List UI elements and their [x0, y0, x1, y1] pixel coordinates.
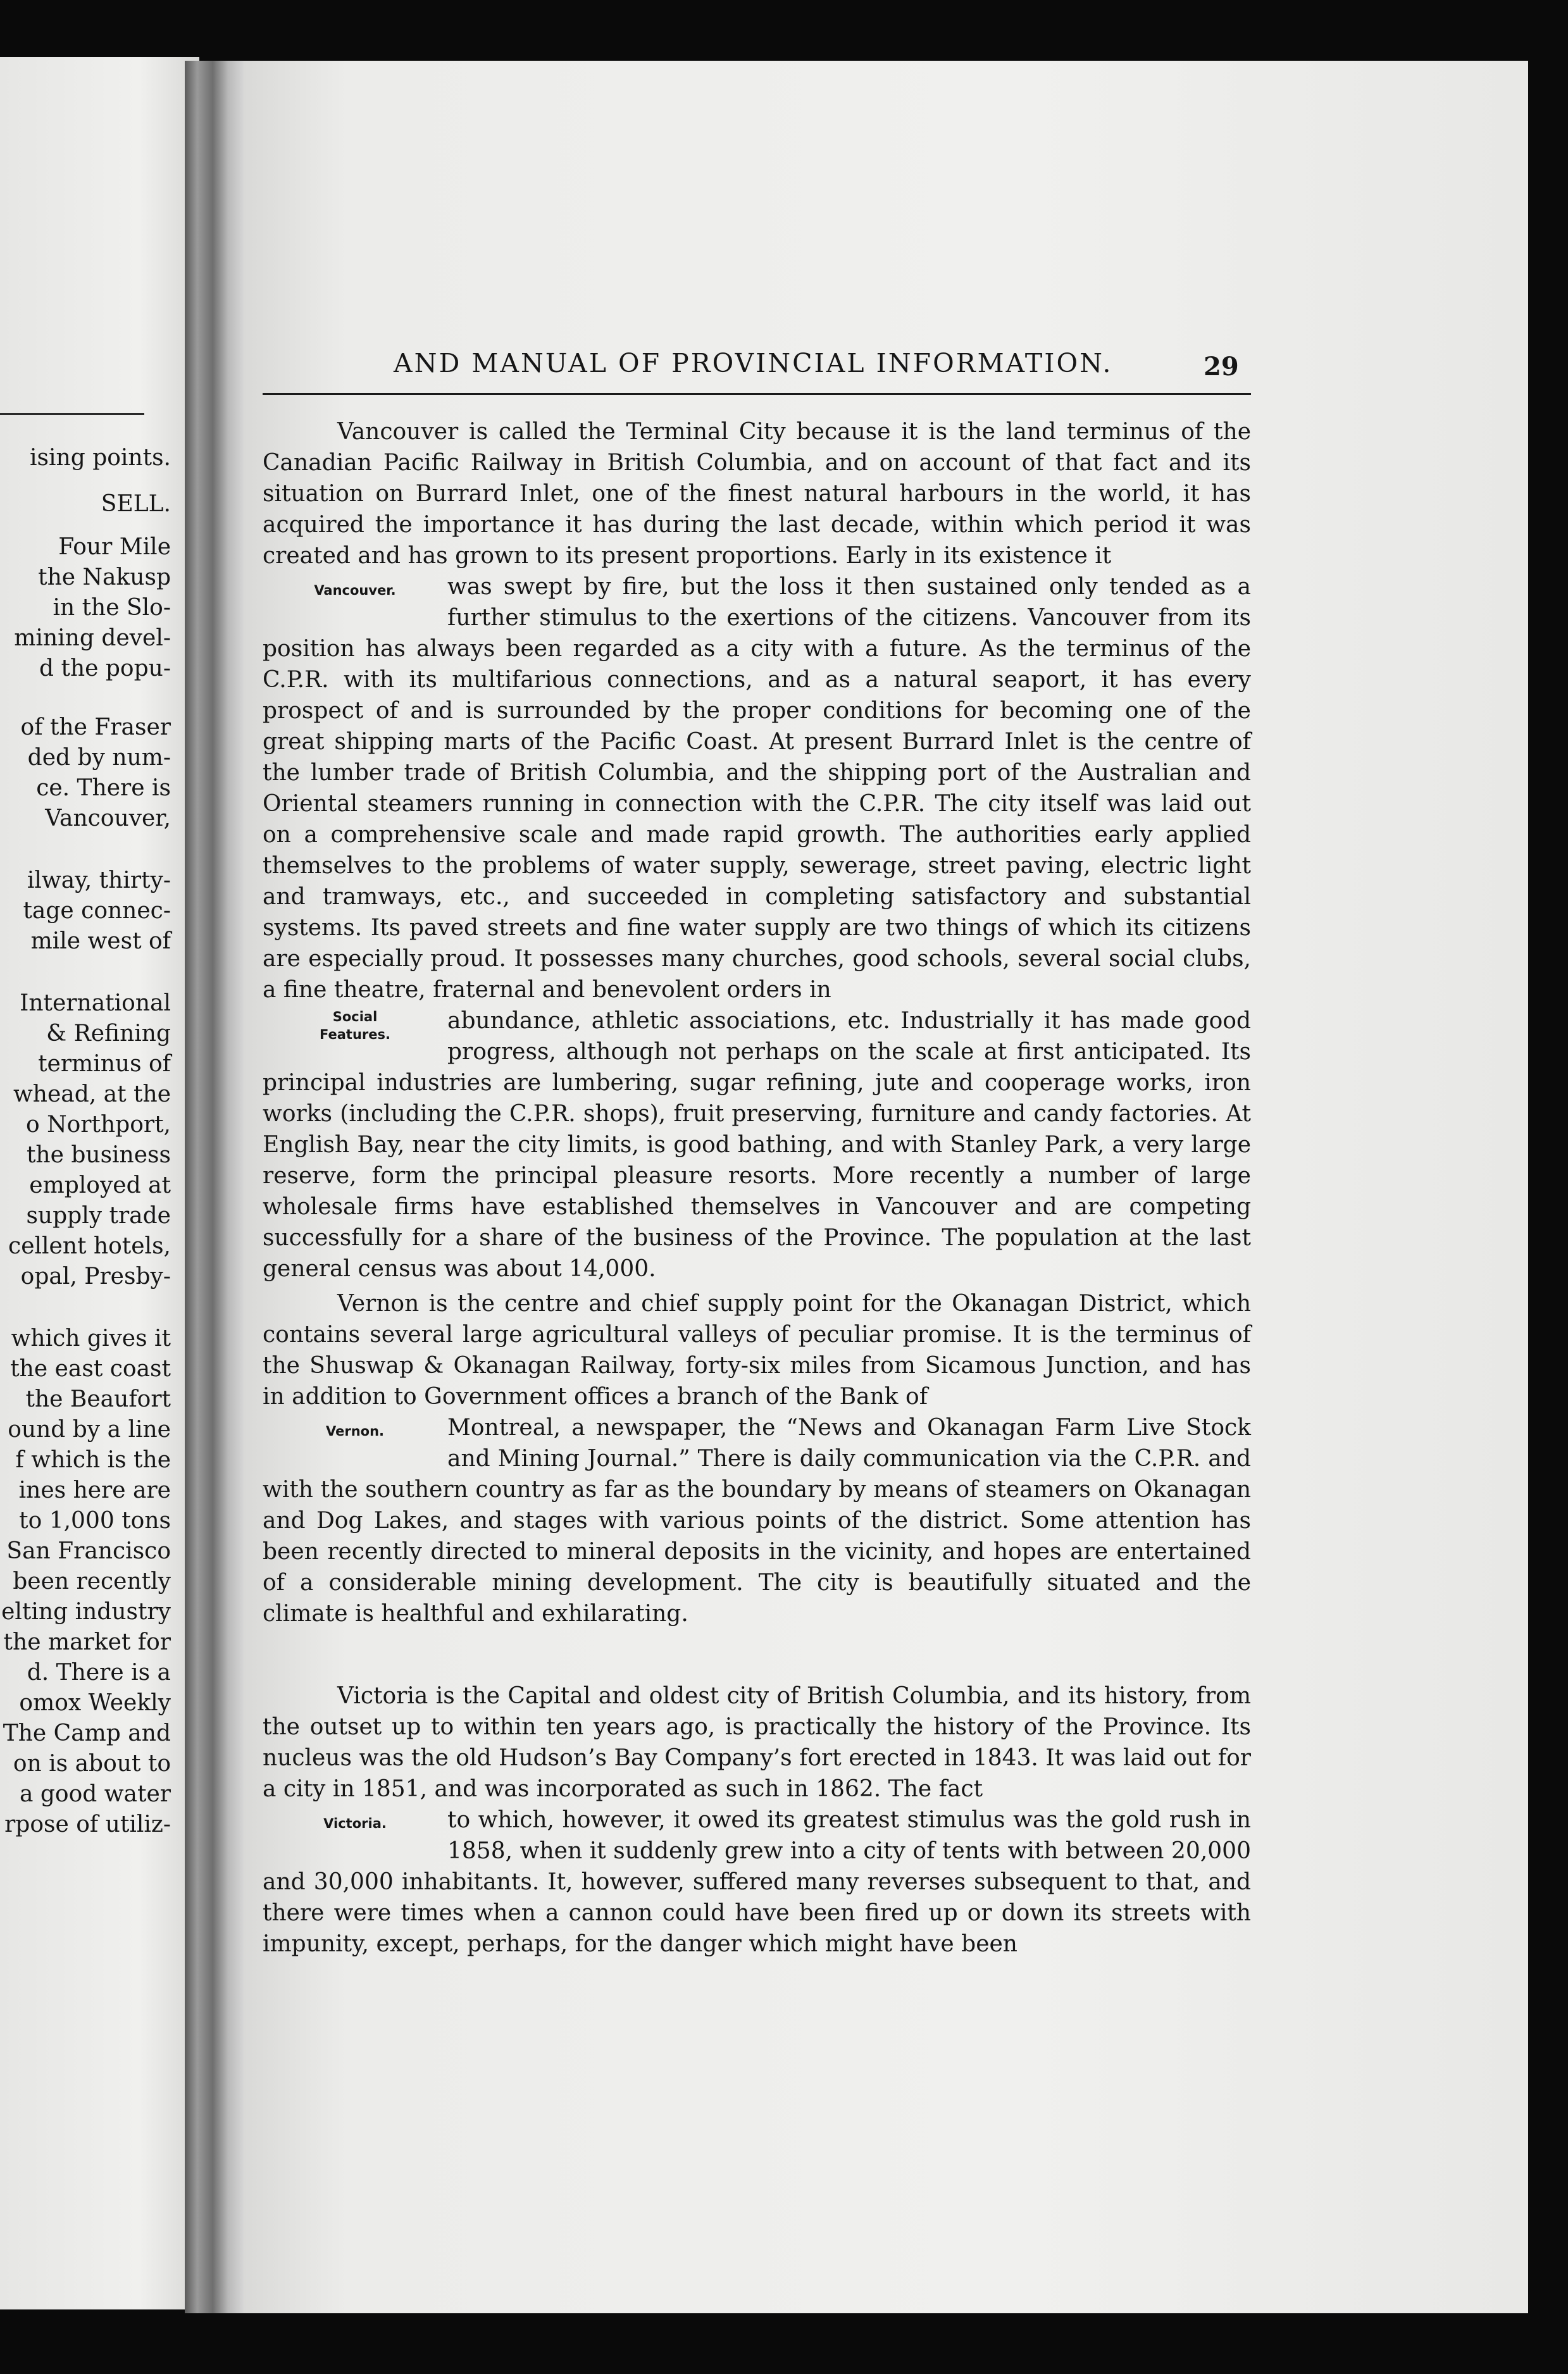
sidenote-vancouver: [263, 571, 447, 633]
left-page-line: d. There is a: [27, 1660, 171, 1686]
vancouver-paragraph-end: abundance, athletic associations, etc. Industrially it has made good progress, although not perhaps on the scale at first anticipated. Its principal industries are lumbering, sugar refining, jute and cooperage works, iron works (including the C.P.R. shops), fruit preserving, furniture and candy factories. At English Bay, near the city limits, is good bathing, and with Stanley Park, a very large reserve, form the principal pleasure resorts. More recently a number of large wholesale firms have established themselves in Vancouver and are competing successfully for a share of the business of the Province. The population at the last general census was about 14,000.: [263, 1008, 1251, 1282]
left-page-line: SELL.: [101, 491, 171, 517]
left-facing-page: [0, 57, 199, 2309]
left-page-line: omox Weekly: [19, 1690, 171, 1716]
left-page-line: employed at: [29, 1172, 171, 1198]
left-page-line: The Camp and: [3, 1720, 171, 1746]
vernon-section: [263, 1288, 1251, 1629]
header-rule: [263, 393, 1251, 395]
left-page-line: ded by num-: [27, 745, 171, 771]
left-page-line: been recently: [13, 1569, 171, 1594]
left-page-line: elting industry: [1, 1599, 171, 1625]
book-spine: [185, 61, 247, 2313]
vernon-paragraph-rest: Montreal, a newspaper, the “News and Okanagan Farm Live Stock and Mining Journal.” There is daily communication via the C.P.R. and with the southern country as far as the boundary by means of steamers on Okanagan and Dog Lakes, and stages with various points of the district. Some attention has been recently directed to mineral deposits in the vicinity, and hopes are entertained of a considerable mining development. The city is beautifully situated and the climate is healthful and exhilarating.: [263, 1415, 1251, 1627]
sidenote-victoria-label: Victoria.: [323, 1816, 387, 1831]
left-page-line: d the popu-: [39, 656, 171, 681]
left-page-line: f which is the: [15, 1447, 171, 1473]
left-page-line: supply trade: [26, 1203, 171, 1229]
left-page-line: cellent hotels,: [8, 1233, 171, 1259]
left-page-line: mile west of: [30, 928, 171, 954]
left-page-line: ce. There is: [36, 775, 171, 801]
left-page-line: San Francisco: [6, 1538, 171, 1564]
page-number: 29: [1204, 352, 1239, 382]
left-page-line: in the Slo-: [53, 595, 171, 621]
left-page-line: mining devel-: [14, 625, 171, 651]
vancouver-paragraph-middle: was swept by fire, but the loss it then sustained only tended as a further stimulus to the exertions of the citizens. Vancouver from its position has always been regarded as a city with a future. As the terminus of the C.P.R. with its multifarious connections, and as a natural seaport, it has every prospect of and is surrounded by the proper conditions for becoming one of the great shipping marts of the Pacific Coast. At present Burrard Inlet is the centre of the lumber trade of British Columbia, and the shipping port of the Australian and Oriental steamers running in connection with the C.P.R. The city itself was laid out on a comprehensive scale and made rapid growth. The authorities early applied themselves to the problems of water supply, sewerage, street paving, electric light and tramways, etc., and succeeded in completing satisfactory and substantial systems. Its paved streets and fine water supply are two things of which its citizens are especially proud. It possesses many churches, good schools, several social clubs, a fine theatre, fraternal and benevolent orders in: [263, 574, 1251, 1003]
left-page-line: opal, Presby-: [20, 1264, 171, 1290]
left-page-rule: [0, 413, 144, 415]
left-page-line: on is about to: [13, 1751, 171, 1777]
left-page-line: the market for: [3, 1629, 171, 1655]
left-page-line: terminus of: [38, 1051, 171, 1077]
left-page-line: ising points.: [30, 445, 171, 471]
left-page-line: rpose of utiliz-: [4, 1812, 171, 1837]
vernon-paragraph-start: Vernon is the centre and chief supply point for the Okanagan District, which contains several large agricultural valleys of peculiar promise. It is the terminus of the Shuswap & Okanagan Railway, forty-six miles from Sicamous Junction, and has in addition to Government offices a branch of the Bank of: [263, 1291, 1251, 1410]
left-page-line: ound by a line: [8, 1417, 171, 1443]
left-page-line: the business: [26, 1142, 171, 1168]
left-page-line: to 1,000 tons: [19, 1508, 171, 1534]
left-page-line: & Refining: [46, 1021, 171, 1047]
left-page-line: a good water: [19, 1781, 171, 1807]
left-page-line: International: [20, 990, 171, 1016]
left-page-line: whead, at the: [13, 1081, 171, 1107]
sidenote-vernon: [263, 1412, 447, 1474]
victoria-section: [263, 1681, 1251, 1960]
sidenote-features-label: Features.: [320, 1027, 390, 1042]
vancouver-paragraph-start: Vancouver is called the Terminal City because it is the land terminus of the Canadian Pacific Railway in British Columbia, and on account of that fact and its situation on Burrard Inlet, one of the finest natural harbours in the world, it has acquired the importance it has during the last decade, within which period it was created and has grown to its present proportions. Early in its existence it: [263, 419, 1251, 569]
left-page-line: Four Mile: [58, 534, 171, 560]
left-page-line: Vancouver,: [45, 805, 171, 831]
victoria-paragraph-start: Victoria is the Capital and oldest city of British Columbia, and its history, from the outset up to within ten years ago, is practically the history of the Province. Its nucleus was the old Hudson’s Bay Company’s fort erected in 1843. It was laid out for a city in 1851, and was incorporated as such in 1862. The fact: [263, 1683, 1251, 1802]
sidenote-vernon-label: Vernon.: [325, 1424, 384, 1439]
left-page-line: o Northport,: [26, 1112, 171, 1138]
running-head: AND MANUAL OF PROVINCIAL INFORMATION.: [394, 348, 1113, 378]
left-page-line: ines here are: [18, 1477, 171, 1503]
victoria-paragraph-rest: to which, however, it owed its greatest stimulus was the gold rush in 1858, when it suddenly grew into a city of tents with between 20,000 and 30,000 inhabitants. It, however, suffered many reverses subsequent to that, and there were times when a cannon could have been fired up or down its streets with impunity, except, perhaps, for the danger which might have been: [263, 1807, 1251, 1957]
left-page-line: the Beaufort: [25, 1386, 171, 1412]
left-page-line: which gives it: [11, 1326, 171, 1352]
left-page-line: of the Fraser: [20, 714, 171, 740]
vancouver-section: [263, 416, 1251, 1284]
left-page-line: the east coast: [10, 1356, 171, 1382]
sidenote-social-label: Social: [332, 1009, 378, 1024]
sidenote-vancouver-label: Vancouver.: [314, 583, 396, 598]
left-page-line: the Nakusp: [38, 564, 171, 590]
sidenote-social-features: [263, 1005, 447, 1067]
left-page-line: ilway, thirty-: [27, 867, 171, 893]
sidenote-victoria: [263, 1805, 447, 1867]
left-page-line: tage connec-: [23, 898, 171, 924]
